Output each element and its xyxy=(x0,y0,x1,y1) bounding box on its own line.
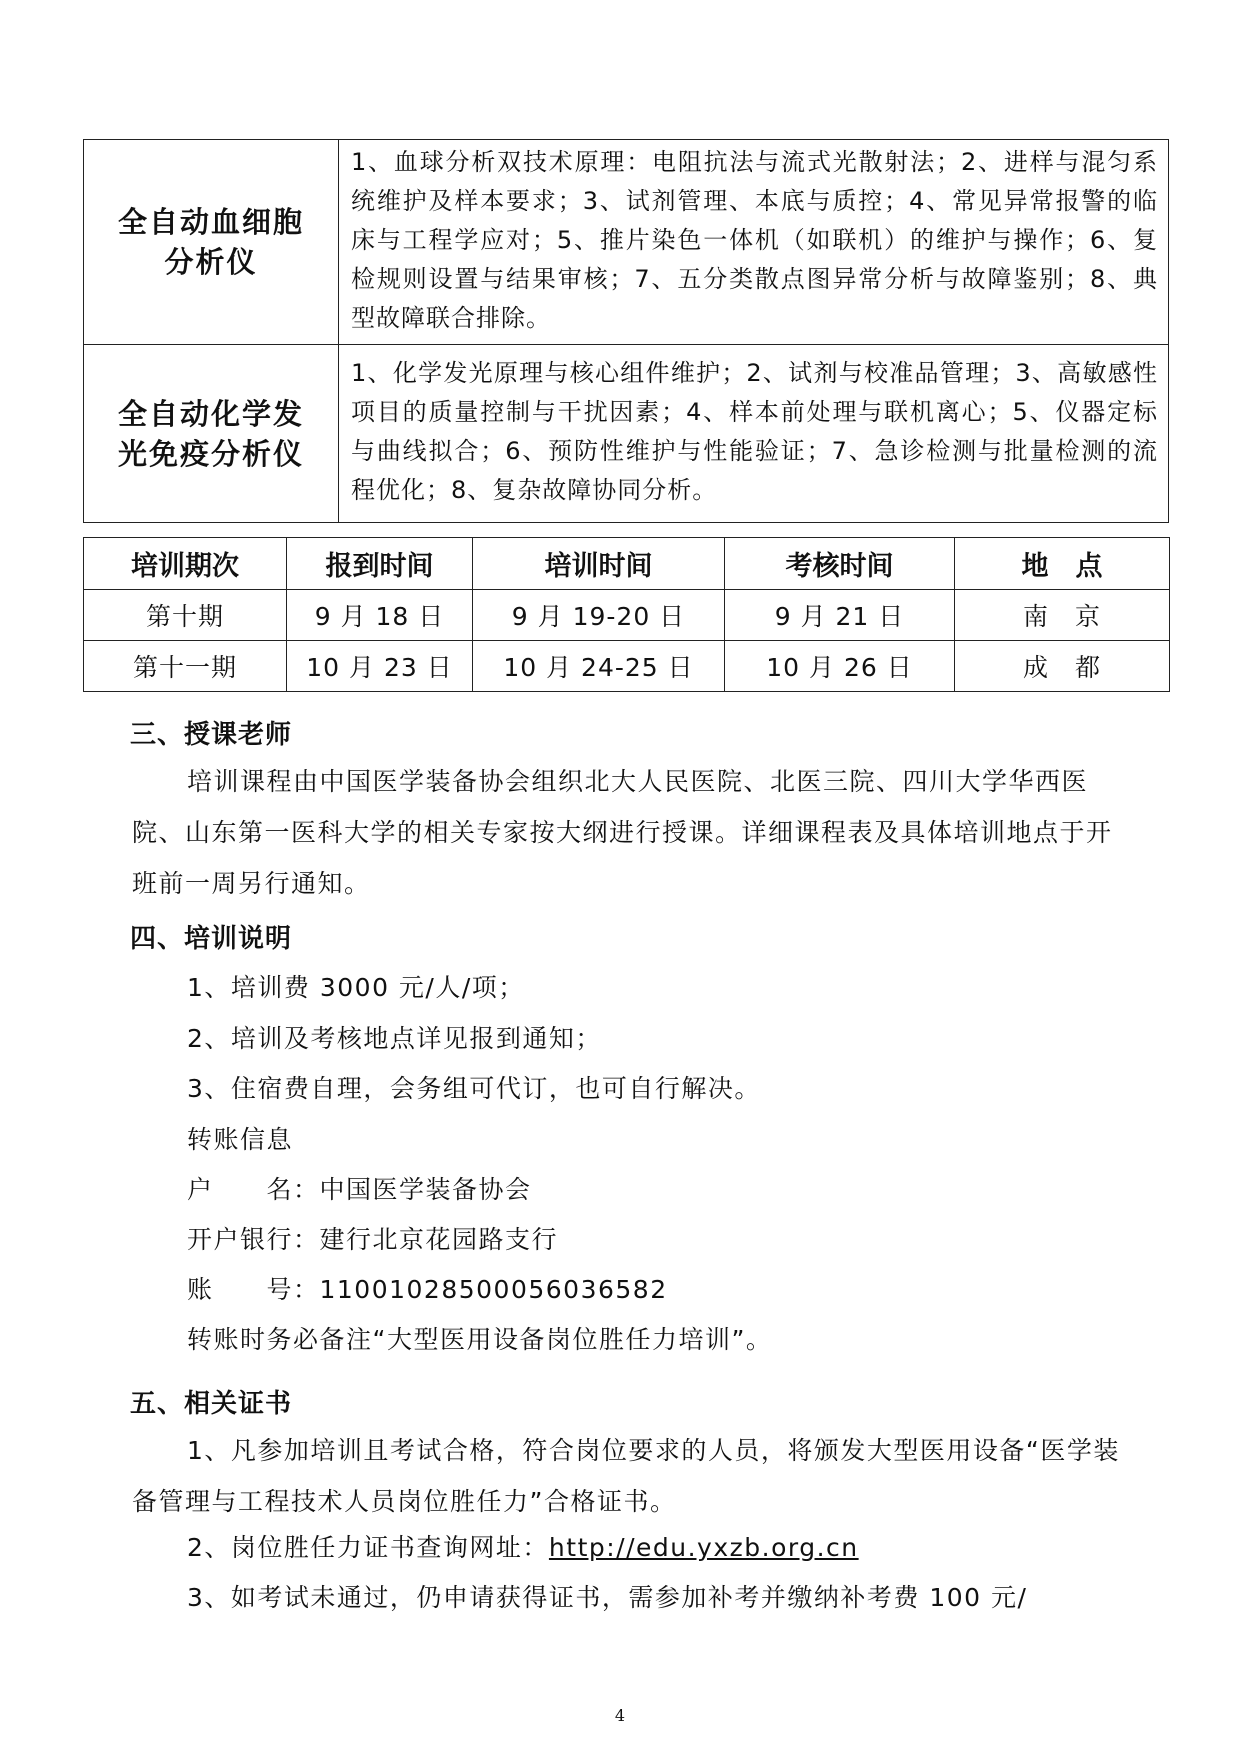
course-name: 全自动血细胞分析仪 xyxy=(84,140,339,345)
certificate-query-label: 2、岗位胜任力证书查询网址： xyxy=(187,1533,549,1562)
account-number: 账 号：11001028500056036582 xyxy=(187,1275,668,1304)
certificate-query-item xyxy=(187,1528,859,1564)
schedule-cell: 第十期 xyxy=(84,590,287,641)
schedule-cell: 10 月 26 日 xyxy=(725,641,955,692)
course-description: 1、血球分析双技术原理：电阻抗法与流式光散射法；2、进样与混匀系统维护及样本要求；3、试剂管理、本底与质控；4、常见异常报警的临床与工程学应对；5、推片染色一体机（如联机）的维护与操作；6、复检规则设置与结果审核；7、五分类散点图异常分析与故障鉴别；8、典型故障联合排除。 xyxy=(339,140,1169,345)
schedule-cell: 9 月 18 日 xyxy=(287,590,473,641)
schedule-row xyxy=(84,641,1170,692)
schedule-cell: 第十一期 xyxy=(84,641,287,692)
schedule-header-cell: 报到时间 xyxy=(287,538,473,590)
course-row xyxy=(84,140,1169,345)
page-number: 4 xyxy=(614,1706,626,1725)
schedule-header-cell: 培训期次 xyxy=(84,538,287,590)
training-note-item: 2、培训及考核地点详见报到通知； xyxy=(187,1024,602,1053)
certificate-query-link[interactable]: http://edu.yxzb.org.cn xyxy=(548,1533,859,1562)
schedule-header-cell: 培训时间 xyxy=(473,538,725,590)
schedule-table xyxy=(83,537,1170,692)
schedule-cell: 9 月 19-20 日 xyxy=(473,590,725,641)
certificate-item: 3、如考试未通过，仍申请获得证书，需参加补考并缴纳补考费 100 元/ xyxy=(187,1583,1028,1612)
course-description: 1、化学发光原理与核心组件维护；2、试剂与校准品管理；3、高敏感性项目的质量控制与干扰因素；4、样本前处理与联机离心；5、仪器定标与曲线拟合；6、预防性维护与性能验证；7、急诊检测与批量检测的流程优化；8、复杂故障协同分析。 xyxy=(339,345,1169,523)
section-heading-certificates: 五、相关证书 xyxy=(130,1389,293,1419)
schedule-header-row xyxy=(84,538,1170,590)
section-heading-teachers: 三、授课老师 xyxy=(130,720,293,750)
training-note-item: 3、住宿费自理，会务组可代订，也可自行解决。 xyxy=(187,1074,761,1103)
teachers-paragraph: 培训课程由中国医学装备协会组织北大人民医院、北医三院、四川大学华西医院、山东第一医科大学的相关专家按大纲进行授课。详细课程表及具体培训地点于开班前一周另行通知。 xyxy=(132,767,1113,898)
schedule-cell: 成 都 xyxy=(955,641,1170,692)
schedule-cell: 南 京 xyxy=(955,590,1170,641)
schedule-header-cell: 地 点 xyxy=(955,538,1170,590)
schedule-row xyxy=(84,590,1170,641)
certificate-item: 1、凡参加培训且考试合格，符合岗位要求的人员，将颁发大型医用设备“医学装备管理与工程技术人员岗位胜任力”合格证书。 xyxy=(132,1436,1120,1516)
section-heading-training-notes: 四、培训说明 xyxy=(130,924,293,954)
schedule-cell: 10 月 24-25 日 xyxy=(473,641,725,692)
schedule-header-cell: 考核时间 xyxy=(725,538,955,590)
account-name: 户 名：中国医学装备协会 xyxy=(187,1175,532,1204)
transfer-note: 转账时务必备注“大型医用设备岗位胜任力培训”。 xyxy=(187,1325,773,1354)
training-note-item: 1、培训费 3000 元/人/项； xyxy=(187,973,525,1002)
course-name: 全自动化学发光免疫分析仪 xyxy=(84,345,339,523)
transfer-info-title: 转账信息 xyxy=(187,1125,294,1154)
course-table xyxy=(83,139,1169,523)
schedule-cell: 10 月 23 日 xyxy=(287,641,473,692)
bank-name: 开户银行：建行北京花园路支行 xyxy=(187,1225,559,1254)
schedule-cell: 9 月 21 日 xyxy=(725,590,955,641)
course-row xyxy=(84,345,1169,523)
